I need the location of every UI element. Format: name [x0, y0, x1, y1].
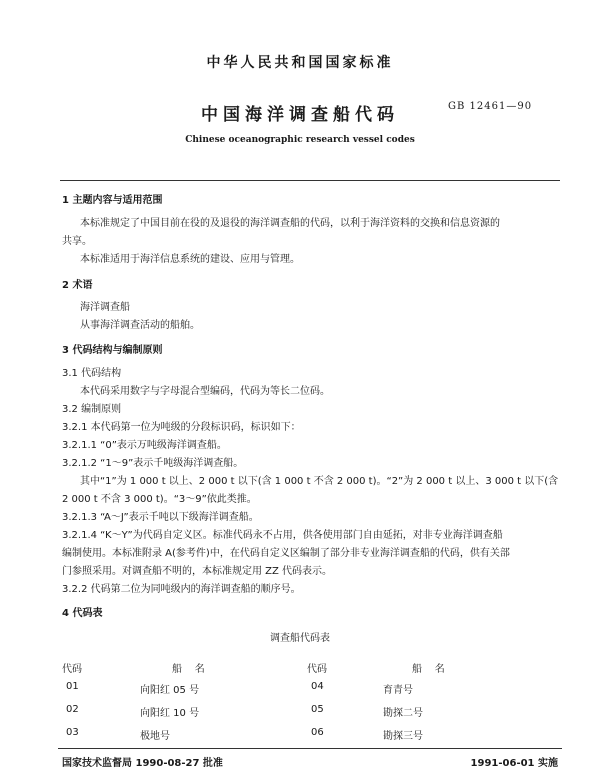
header-divider — [60, 180, 560, 181]
code-table-title: 调查船代码表 — [270, 633, 330, 644]
clause-3-2-1-3: 3.2.1.3 “A～J”表示千吨以下级海洋调查船。 — [62, 512, 259, 523]
approval-line: 国家技术监督局 1990-08-27 批准 — [62, 758, 223, 769]
clause-3-2-1: 3.2.1 本代码第一位为吨级的分段标识码，标识如下： — [62, 422, 301, 433]
table-row-1-name-right: 育青号 — [383, 685, 413, 696]
section-2-heading: 2 术语 — [62, 280, 93, 291]
table-row-2-code-right: 05 — [311, 704, 324, 715]
english-subtitle: Chinese oceanographic research vessel codes — [185, 135, 415, 145]
clause-3-2-1-4-line-1: 3.2.1.4 “K～Y”为代码自定义区。标准代码永不占用，供各使用部门自由延拓，对非专业海洋调查船 — [62, 530, 503, 541]
section-1-heading: 1 主题内容与适用范围 — [62, 195, 163, 206]
standard-number: GB 12461—90 — [448, 101, 533, 112]
clause-3-2-1-1: 3.2.1.1 “0”表示万吨级海洋调查船。 — [62, 440, 227, 451]
clause-3-2-1-4-line-3: 门参照采用。对调查船不明的，本标准规定用 ZZ 代码表示。 — [62, 566, 333, 577]
clause-3-2-1-2: 3.2.1.2 “1～9”表示千吨级海洋调查船。 — [62, 458, 244, 469]
clause-3-1-text: 本代码采用数字与字母混合型编码，代码为等长二位码。 — [80, 386, 330, 397]
table-row-2-name-right: 勘探二号 — [383, 708, 423, 719]
table-row-2-code-left: 02 — [66, 704, 79, 715]
table-header-name-left: 船 名 — [172, 664, 205, 675]
clause-3-2-1-2-text-2: 2 000 t 不含 3 000 t)。“3～9”依此类推。 — [62, 494, 257, 505]
implementation-date: 1991-06-01 实施 — [470, 758, 558, 769]
clause-3-2: 3.2 编制原则 — [62, 404, 122, 415]
table-row-3-code-right: 06 — [311, 727, 324, 738]
section-3-heading: 3 代码结构与编制原则 — [62, 345, 163, 356]
standard-org-heading: 中华人民共和国国家标准 — [206, 55, 394, 71]
table-row-3-name-right: 勘探三号 — [383, 731, 423, 742]
clause-3-2-1-4-line-2: 编制使用。本标准附录 A(参考件)中，在代码自定义区编制了部分非专业海洋调查船的代码，供有关部 — [62, 548, 510, 559]
table-row-2-name-left: 向阳红 10 号 — [140, 708, 200, 719]
term-name: 海洋调查船 — [80, 302, 130, 313]
clause-3-1: 3.1 代码结构 — [62, 368, 122, 379]
section-1-para-1-line-1: 本标准规定了中国目前在役的及退役的海洋调查船的代码，以利于海洋资料的交换和信息资源的 — [80, 218, 500, 229]
document-title: 中国海洋调查船代码 — [201, 105, 399, 125]
clause-3-2-1-2-text-1: 其中“1”为 1 000 t 以上、2 000 t 以下(含 1 000 t 不含 2 000 t)。“2”为 2 000 t 以上、3 000 t 以下(含 — [80, 476, 559, 487]
section-4-heading: 4 代码表 — [62, 608, 103, 619]
table-row-1-code-left: 01 — [66, 681, 79, 692]
table-header-code-left: 代码 — [62, 664, 82, 675]
term-definition: 从事海洋调查活动的船舶。 — [80, 320, 200, 331]
table-row-3-name-left: 极地号 — [140, 731, 170, 742]
footer-divider — [58, 748, 562, 749]
table-row-1-name-left: 向阳红 05 号 — [140, 685, 200, 696]
clause-3-2-2: 3.2.2 代码第二位为同吨级内的海洋调查船的顺序号。 — [62, 584, 301, 595]
table-row-3-code-left: 03 — [66, 727, 79, 738]
section-1-para-1-line-2: 共享。 — [62, 236, 92, 247]
table-header-name-right: 船 名 — [412, 664, 445, 675]
section-1-para-2: 本标准适用于海洋信息系统的建设、应用与管理。 — [80, 254, 300, 265]
table-row-1-code-right: 04 — [311, 681, 324, 692]
table-header-code-right: 代码 — [307, 664, 327, 675]
